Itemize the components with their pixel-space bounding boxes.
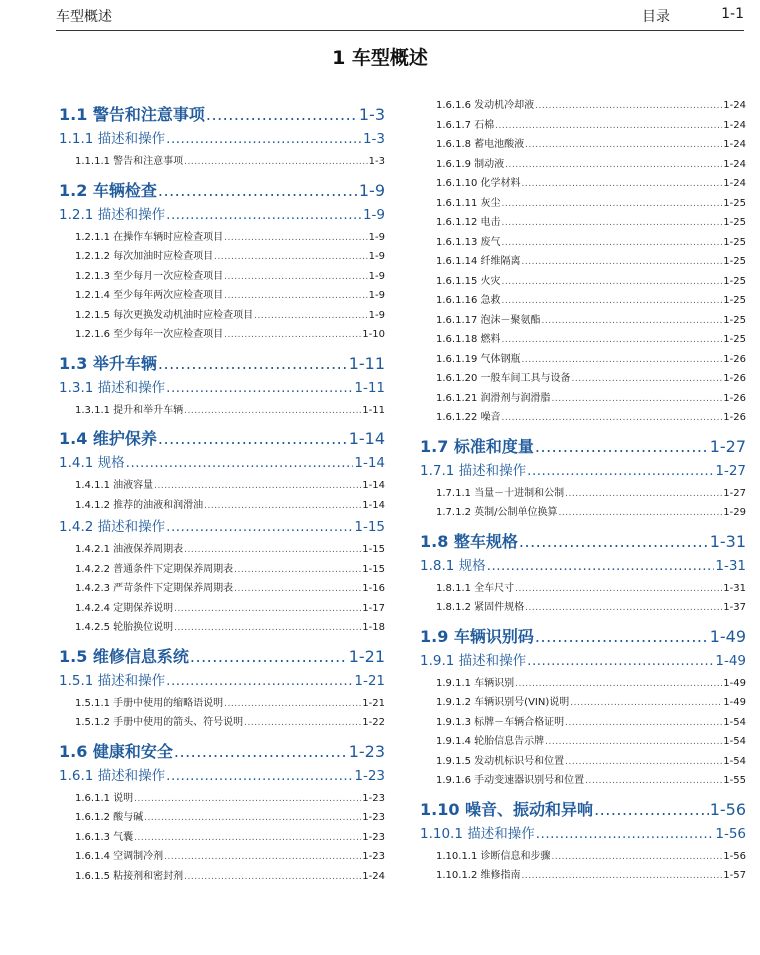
- toc-page-number: 1-23: [362, 792, 385, 804]
- toc-dot-leader: [254, 307, 367, 326]
- toc-page-number: 1-57: [723, 870, 746, 881]
- toc-entry-title: 1.2.1.3 至少每月一次应检查项目: [75, 270, 224, 282]
- toc-right-column: [420, 96, 746, 886]
- toc-page-number: 1-21: [354, 672, 385, 689]
- toc-page-number: 1-3: [368, 156, 385, 167]
- toc-dot-leader: [505, 156, 722, 175]
- toc-entry-title: 1.6.1 描述和操作: [59, 767, 166, 784]
- toc-topic-link[interactable]: [420, 389, 746, 409]
- toc-entry-title: 1.6.1.8 蓄电池酸液: [436, 139, 525, 150]
- toc-dot-leader: [166, 203, 362, 228]
- toc-page-number: 1-11: [348, 353, 385, 373]
- toc-page-number: 1-24: [723, 100, 746, 111]
- toc-topic-link[interactable]: [420, 194, 746, 214]
- toc-entry-title: 1.4.2.4 定期保养说明: [75, 602, 174, 614]
- toc-entry-title: 1.9.1.4 轮胎信息告示牌: [436, 736, 545, 747]
- toc-topic-link[interactable]: [420, 272, 746, 292]
- toc-topic-link[interactable]: [420, 674, 746, 694]
- toc-entry-title: 1.9.1.2 车辆识别号(VIN)说明: [436, 697, 570, 708]
- toc-page-number: 1-18: [362, 622, 385, 633]
- toc-subsection-link[interactable]: [59, 515, 385, 540]
- toc-dot-leader: [224, 287, 367, 306]
- toc-entry-title: 1.2.1 描述和操作: [59, 206, 166, 223]
- toc-entry-title: 1.3.1.1 提升和举升车辆: [75, 404, 184, 416]
- toc-subsection-link[interactable]: [420, 459, 746, 484]
- toc-entry-title: 1.8.1 规格: [420, 557, 486, 574]
- toc-topic-link[interactable]: [59, 808, 385, 828]
- toc-entry-title: 1.9.1 描述和操作: [420, 652, 527, 669]
- toc-entry-title: 1.2 车辆检查: [59, 180, 157, 200]
- toc-page-number: 1-23: [362, 851, 385, 862]
- toc-entry-title: 1.6.1.2 酸与碱: [75, 812, 144, 823]
- toc-dot-leader: [536, 822, 715, 847]
- toc-dot-leader: [552, 390, 723, 409]
- toc-dot-leader: [559, 504, 723, 523]
- toc-entry-title: 1.5.1 描述和操作: [59, 672, 166, 689]
- toc-entry-title: 1.3 举升车辆: [59, 353, 157, 373]
- toc-page-number: 1-9: [358, 180, 385, 200]
- toc-page-number: 1-11: [362, 404, 385, 416]
- toc-topic-link[interactable]: [59, 713, 385, 733]
- toc-page-number: 1-24: [362, 870, 385, 882]
- toc-page-number: 1-14: [354, 455, 385, 471]
- toc-dot-leader: [552, 848, 723, 867]
- toc-topic-link[interactable]: [59, 828, 385, 848]
- toc-dot-leader: [174, 600, 361, 619]
- toc-page-number: 1-25: [723, 275, 746, 287]
- toc-dot-leader: [126, 451, 354, 476]
- toc-topic-link[interactable]: [59, 286, 385, 306]
- toc-page-number: 1-24: [723, 139, 746, 150]
- toc-page-number: 1-49: [723, 697, 746, 708]
- toc-dot-leader: [542, 312, 723, 331]
- toc-entry-title: 1.6.1.7 石棉: [436, 119, 495, 131]
- toc-topic-link[interactable]: [420, 96, 746, 116]
- toc-page-number: 1-27: [715, 462, 746, 479]
- toc-dot-leader: [184, 868, 361, 887]
- toc-page-number: 1-3: [362, 131, 385, 147]
- toc-page-number: 1-31: [723, 582, 746, 594]
- page-header: [56, 0, 744, 31]
- toc-entry-title: 1.7.1 描述和操作: [420, 462, 527, 479]
- header-section-title: 车型概述: [56, 9, 112, 25]
- toc-section-link[interactable]: [59, 178, 385, 203]
- toc-dot-leader: [565, 753, 722, 772]
- toc-dot-leader: [224, 695, 361, 714]
- toc-entry-title: 1.9.1.6 手动变速器识别号和位置: [436, 775, 585, 786]
- toc-page-number: 1-25: [723, 256, 746, 267]
- toc-topic-link[interactable]: [59, 560, 385, 580]
- toc-entry-title: 1.6.1.9 制动液: [436, 158, 505, 170]
- toc-dot-leader: [244, 714, 361, 733]
- toc-dot-leader: [166, 376, 353, 401]
- toc-dot-leader: [535, 97, 722, 116]
- toc-dot-leader: [487, 554, 715, 579]
- toc-dot-leader: [204, 497, 361, 516]
- toc-dot-leader: [190, 644, 348, 669]
- toc-page-number: 1-27: [709, 436, 746, 456]
- toc-page-number: 1-25: [723, 197, 746, 209]
- toc-page-number: 1-21: [348, 646, 385, 666]
- toc-dot-leader: [166, 669, 353, 694]
- toc-topic-link[interactable]: [420, 174, 746, 194]
- toc-section-link[interactable]: [59, 351, 385, 376]
- toc-page-number: 1-25: [723, 334, 746, 345]
- toc-page-number: 1-16: [362, 583, 385, 594]
- toc-page-number: 1-56: [723, 850, 746, 862]
- toc-page-number: 1-25: [723, 236, 746, 248]
- toc-page-number: 1-9: [368, 270, 385, 282]
- toc-page-number: 1-54: [723, 736, 746, 747]
- toc-page-number: 1-49: [723, 677, 746, 689]
- toc-dot-leader: [144, 809, 361, 828]
- toc-dot-leader: [502, 273, 723, 292]
- toc-dot-leader: [158, 178, 358, 203]
- toc-dot-leader: [174, 619, 361, 638]
- toc-topic-link[interactable]: [59, 267, 385, 287]
- toc-dot-leader: [502, 331, 723, 350]
- toc-entry-title: 1.8.1.1 全车尺寸: [436, 582, 515, 594]
- toc-section-link[interactable]: [59, 739, 385, 764]
- toc-page-number: 1-25: [723, 217, 746, 228]
- toc-topic-link[interactable]: [59, 152, 385, 172]
- toc-page-number: 1-23: [348, 741, 385, 761]
- toc-section-link[interactable]: [420, 529, 746, 554]
- toc-subsection-link[interactable]: [59, 669, 385, 694]
- toc-page-number: 1-15: [362, 563, 385, 575]
- toc-dot-leader: [495, 117, 722, 136]
- toc-topic-link[interactable]: [420, 252, 746, 272]
- toc-dot-leader: [234, 580, 361, 599]
- toc-dot-leader: [158, 426, 348, 451]
- toc-entry-title: 1.4 维护保养: [59, 429, 157, 448]
- toc-dot-leader: [522, 175, 723, 194]
- toc-subsection-link[interactable]: [59, 203, 385, 228]
- toc-topic-link[interactable]: [420, 408, 746, 428]
- toc-topic-link[interactable]: [420, 291, 746, 311]
- toc-entry-title: 1.10 噪音、振动和异响: [420, 799, 594, 819]
- chapter-title: 1 车型概述: [332, 47, 428, 69]
- toc-entry-title: 1.6.1.14 纤维隔离: [436, 256, 521, 267]
- toc-entry-title: 1.9.1.1 车辆识别: [436, 677, 515, 689]
- toc-dot-leader: [166, 764, 353, 789]
- toc-page-number: 1-17: [362, 602, 385, 614]
- toc-dot-leader: [166, 127, 362, 152]
- toc-page-number: 1-21: [362, 697, 385, 709]
- toc-entry-title: 1.1 警告和注意事项: [59, 105, 205, 124]
- toc-page-number: 1-26: [723, 353, 746, 365]
- toc-page-number: 1-27: [723, 487, 746, 499]
- toc-dot-leader: [522, 253, 723, 272]
- toc-topic-link[interactable]: [420, 693, 746, 713]
- toc-dot-leader: [522, 867, 723, 886]
- toc-entry-title: 1.3.1 描述和操作: [59, 379, 166, 396]
- toc-dot-leader: [166, 515, 353, 540]
- toc-page-number: 1-22: [362, 717, 385, 728]
- toc-entry-title: 1.6 健康和安全: [59, 741, 173, 761]
- toc-dot-leader: [535, 434, 709, 459]
- toc-section-link[interactable]: [59, 102, 385, 127]
- toc-dot-leader: [572, 370, 723, 389]
- toc-entry-title: 1.4.2 描述和操作: [59, 519, 166, 535]
- toc-entry-title: 1.1.1.1 警告和注意事项: [75, 156, 184, 167]
- toc-entry-title: 1.6.1.17 泡沫－聚氨酯: [436, 314, 541, 326]
- toc-entry-title: 1.6.1.3 气囊: [75, 831, 134, 843]
- toc-dot-leader: [206, 102, 358, 127]
- toc-entry-title: 1.6.1.19 气体钢瓶: [436, 353, 521, 365]
- toc-dot-leader: [502, 195, 723, 214]
- toc-page-number: 1-14: [362, 499, 385, 511]
- toc-page-number: 1-24: [723, 178, 746, 189]
- toc-dot-leader: [527, 649, 714, 674]
- toc-entry-title: 1.9.1.5 发动机标识号和位置: [436, 755, 565, 767]
- toc-entry-title: 1.1.1 描述和操作: [59, 131, 166, 147]
- toc-page-number: 1-54: [723, 755, 746, 767]
- toc-page-number: 1-11: [354, 379, 385, 396]
- toc-entry-title: 1.7.1.1 当量－十进制和公制: [436, 487, 565, 499]
- toc-subsection-link[interactable]: [420, 649, 746, 674]
- toc-topic-link[interactable]: [59, 247, 385, 267]
- toc-dot-leader: [224, 268, 367, 287]
- toc-entry-title: 1.6.1.4 空调制冷剂: [75, 851, 164, 862]
- toc-page-number: 1-23: [362, 812, 385, 823]
- toc-topic-link[interactable]: [420, 713, 746, 733]
- toc-section-link[interactable]: [59, 644, 385, 669]
- toc-dot-leader: [214, 248, 367, 267]
- header-page-number: 1-1: [721, 6, 744, 22]
- toc-page-number: 1-29: [723, 507, 746, 518]
- toc-topic-link[interactable]: [420, 579, 746, 599]
- toc-dot-leader: [134, 790, 361, 809]
- toc-page-number: 1-55: [723, 775, 746, 786]
- toc-page-number: 1-9: [368, 290, 385, 301]
- toc-dot-leader: [565, 714, 722, 733]
- toc-page-number: 1-26: [723, 373, 746, 384]
- toc-page-number: 1-10: [362, 329, 385, 340]
- toc-page-number: 1-15: [362, 544, 385, 555]
- toc-entry-title: 1.2.1.1 在操作车辆时应检查项目: [75, 231, 224, 243]
- toc-topic-link[interactable]: [59, 599, 385, 619]
- toc-dot-leader: [515, 580, 722, 599]
- toc-dot-leader: [154, 477, 361, 496]
- toc-dot-leader: [522, 351, 723, 370]
- toc-entry-title: 1.4.2.5 轮胎换位说明: [75, 622, 174, 633]
- toc-entry-title: 1.2.1.5 每次更换发动机油时应检查项目: [75, 309, 254, 321]
- toc-dot-leader: [527, 459, 714, 484]
- toc-entry-title: 1.6.1.6 发动机冷却液: [436, 100, 535, 111]
- toc-dot-leader: [502, 409, 723, 428]
- toc-subsection-link[interactable]: [59, 764, 385, 789]
- toc-page-number: 1-31: [709, 531, 746, 551]
- toc-dot-leader: [234, 561, 361, 580]
- toc-page-number: 1-26: [723, 412, 746, 423]
- toc-page-number: 1-23: [354, 767, 385, 784]
- toc-subsection-link[interactable]: [59, 127, 385, 152]
- toc-left-column: [59, 96, 385, 886]
- toc-entry-title: 1.10.1 描述和操作: [420, 825, 535, 842]
- toc-section-link[interactable]: [420, 624, 746, 649]
- toc-topic-link[interactable]: [420, 771, 746, 791]
- toc-topic-link[interactable]: [59, 847, 385, 867]
- toc-dot-leader: [224, 229, 367, 248]
- toc-page-number: 1-31: [715, 557, 746, 574]
- toc-page-number: 1-9: [368, 309, 385, 321]
- toc-dot-leader: [134, 829, 361, 848]
- toc-entry-title: 1.4.1.2 推荐的油液和润滑油: [75, 499, 204, 511]
- toc-entry-title: 1.4.2.2 普通条件下定期保养周期表: [75, 563, 234, 575]
- toc-entry-title: 1.6.1.18 燃料: [436, 334, 501, 345]
- toc-topic-link[interactable]: [420, 484, 746, 504]
- toc-topic-link[interactable]: [59, 579, 385, 599]
- toc-entry-title: 1.6.1.22 噪音: [436, 412, 501, 423]
- toc-dot-leader: [545, 733, 722, 752]
- toc-page-number: 1-37: [723, 602, 746, 613]
- toc-topic-link[interactable]: [59, 306, 385, 326]
- toc-entry-title: 1.2.1.6 至少每年一次应检查项目: [75, 329, 224, 340]
- toc-dot-leader: [502, 234, 723, 253]
- toc-section-link[interactable]: [420, 797, 746, 822]
- toc-topic-link[interactable]: [420, 350, 746, 370]
- toc-entry-title: 1.5 维修信息系统: [59, 646, 189, 666]
- toc-topic-link[interactable]: [59, 496, 385, 516]
- toc-dot-leader: [594, 797, 709, 822]
- toc-section-link[interactable]: [59, 426, 385, 451]
- toc-topic-link[interactable]: [420, 135, 746, 155]
- toc-page-number: 1-23: [362, 831, 385, 843]
- toc-topic-link[interactable]: [59, 228, 385, 248]
- toc-entry-title: 1.6.1.15 火灾: [436, 275, 501, 287]
- toc-entry-title: 1.4.2.3 严苛条件下定期保养周期表: [75, 583, 234, 594]
- toc-topic-link[interactable]: [420, 732, 746, 752]
- toc-page-number: 1-56: [709, 799, 746, 819]
- toc-entry-title: 1.6.1.20 一般车间工具与设备: [436, 373, 571, 384]
- toc-dot-leader: [565, 485, 722, 504]
- toc-entry-title: 1.7 标准和度量: [420, 436, 534, 456]
- toc-entry-title: 1.10.1.1 诊断信息和步骤: [436, 850, 551, 862]
- toc-entry-title: 1.9 车辆识别码: [420, 626, 534, 646]
- header-toc-label: 目录: [642, 9, 670, 25]
- toc-page-number: 1-25: [723, 295, 746, 306]
- toc-dot-leader: [184, 153, 367, 172]
- toc-page-number: 1-25: [723, 314, 746, 326]
- toc-entry-title: 1.6.1.21 润滑剂与润滑脂: [436, 392, 551, 404]
- toc-entry-title: 1.9.1.3 标牌－车辆合格证明: [436, 716, 565, 728]
- toc-topic-link[interactable]: [420, 503, 746, 523]
- toc-page-number: 1-9: [362, 206, 385, 223]
- toc-topic-link[interactable]: [59, 694, 385, 714]
- toc-page-number: 1-54: [723, 716, 746, 728]
- toc-topic-link[interactable]: [420, 330, 746, 350]
- toc-topic-link[interactable]: [59, 867, 385, 887]
- toc-entry-title: 1.7.1.2 英制/公制单位换算: [436, 507, 558, 518]
- toc-entry-title: 1.8 整车规格: [420, 531, 518, 551]
- toc-topic-link[interactable]: [420, 847, 746, 867]
- toc-dot-leader: [535, 624, 709, 649]
- toc-page-number: 1-26: [723, 392, 746, 404]
- toc-entry-title: 1.5.1.2 手册中使用的箭头、符号说明: [75, 717, 244, 728]
- toc-page-number: 1-56: [715, 825, 746, 842]
- toc-topic-link[interactable]: [59, 325, 385, 345]
- toc-topic-link[interactable]: [420, 369, 746, 389]
- toc-subsection-link[interactable]: [420, 554, 746, 579]
- toc-entry-title: 1.6.1.11 灰尘: [436, 197, 501, 209]
- toc-topic-link[interactable]: [420, 233, 746, 253]
- toc-dot-leader: [502, 292, 723, 311]
- toc-entry-title: 1.6.1.13 废气: [436, 236, 501, 248]
- toc-topic-link[interactable]: [420, 866, 746, 886]
- toc-entry-title: 1.2.1.4 至少每年两次应检查项目: [75, 290, 224, 301]
- toc-topic-link[interactable]: [420, 213, 746, 233]
- toc-dot-leader: [224, 326, 361, 345]
- toc-topic-link[interactable]: [420, 311, 746, 331]
- toc-page-number: 1-49: [709, 626, 746, 646]
- toc-entry-title: 1.6.1.16 急救: [436, 295, 501, 306]
- toc-entry-title: 1.4.1 规格: [59, 455, 125, 471]
- toc-entry-title: 1.6.1.12 电击: [436, 217, 501, 228]
- toc-entry-title: 1.4.1.1 油液容量: [75, 480, 154, 491]
- toc-page-number: 1-14: [362, 480, 385, 491]
- toc-entry-title: 1.6.1.1 说明: [75, 792, 134, 804]
- toc-topic-link[interactable]: [420, 155, 746, 175]
- toc-dot-leader: [525, 136, 722, 155]
- toc-dot-leader: [515, 675, 722, 694]
- toc-entry-title: 1.6.1.5 粘接剂和密封剂: [75, 870, 184, 882]
- toc-dot-leader: [184, 541, 361, 560]
- toc-page-number: 1-24: [723, 158, 746, 170]
- toc-dot-leader: [525, 599, 722, 618]
- toc-topic-link[interactable]: [59, 476, 385, 496]
- toc-subsection-link[interactable]: [420, 822, 746, 847]
- toc-topic-link[interactable]: [59, 618, 385, 638]
- toc-page-number: 1-3: [358, 105, 385, 124]
- toc-page-number: 1-9: [368, 231, 385, 243]
- toc-topic-link[interactable]: [59, 401, 385, 421]
- toc-entry-title: 1.10.1.2 维修指南: [436, 870, 521, 881]
- toc-dot-leader: [502, 214, 723, 233]
- toc-entry-title: 1.4.2.1 油液保养周期表: [75, 544, 184, 555]
- toc-topic-link[interactable]: [420, 752, 746, 772]
- toc-dot-leader: [570, 694, 722, 713]
- toc-dot-leader: [184, 402, 361, 421]
- toc-dot-leader: [164, 848, 361, 867]
- toc-dot-leader: [174, 739, 348, 764]
- toc-subsection-link[interactable]: [59, 376, 385, 401]
- toc-subsection-link[interactable]: [59, 451, 385, 476]
- toc-page-number: 1-9: [368, 251, 385, 262]
- toc-dot-leader: [519, 529, 709, 554]
- toc-topic-link[interactable]: [59, 540, 385, 560]
- toc-entry-title: 1.2.1.2 每次加油时应检查项目: [75, 251, 214, 262]
- toc-dot-leader: [585, 772, 722, 791]
- toc-section-link[interactable]: [420, 434, 746, 459]
- toc-topic-link[interactable]: [420, 116, 746, 136]
- toc-topic-link[interactable]: [59, 789, 385, 809]
- toc-page-number: 1-49: [715, 652, 746, 669]
- toc-page-number: 1-24: [723, 119, 746, 131]
- toc-entry-title: 1.8.1.2 紧固件规格: [436, 602, 525, 613]
- toc-page-number: 1-14: [348, 429, 385, 448]
- toc-topic-link[interactable]: [420, 598, 746, 618]
- toc-page-number: 1-15: [354, 519, 385, 535]
- toc-entry-title: 1.5.1.1 手册中使用的缩略语说明: [75, 697, 224, 709]
- toc-dot-leader: [158, 351, 348, 376]
- toc-entry-title: 1.6.1.10 化学材料: [436, 178, 521, 189]
